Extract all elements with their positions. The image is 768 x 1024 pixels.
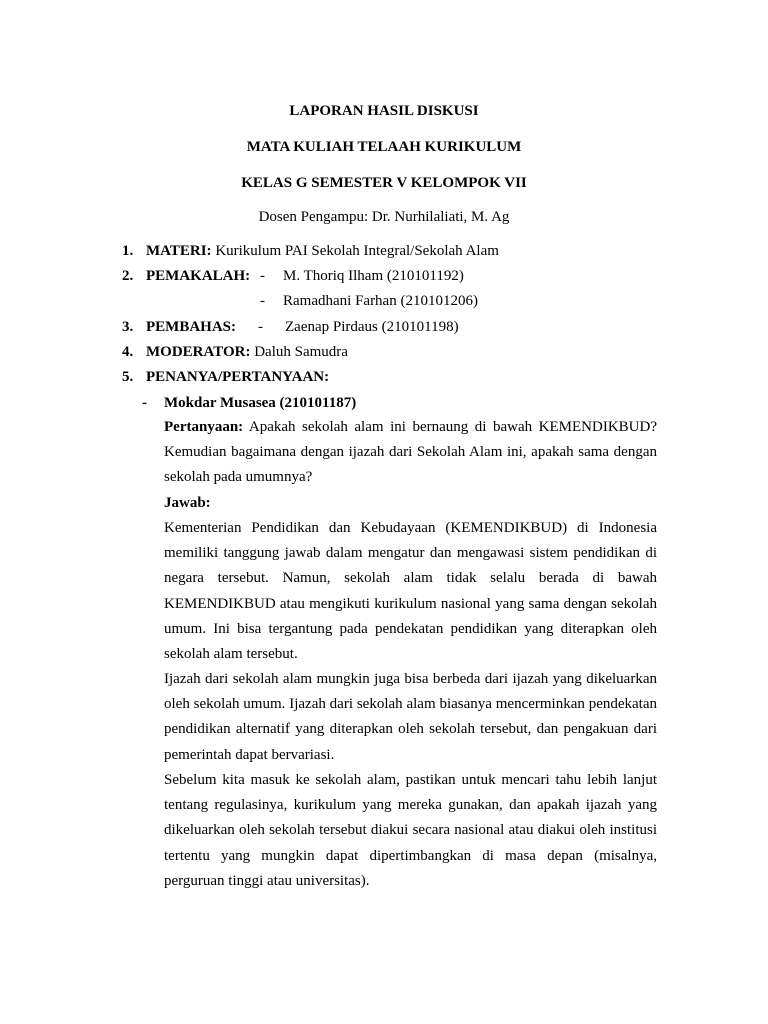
class-title: KELAS G SEMESTER V KELOMPOK VII bbox=[241, 175, 527, 191]
pemakalah-dash: - bbox=[260, 293, 265, 309]
answer-paragraph-1: Kementerian Pendidikan dan Kebudayaan (KEMENDIKBUD) di Indonesia memiliki tanggung jawab dalam mengatur dan mengawasi sistem pendidikan di negara tersebut. Namun, sekolah alam tidak selalu berada di bawah KEMENDIKBUD atau mengikuti kurikulum nasional yang sama dengan sekolah umum. Ini bisa tergantung pada pendekatan pendidikan yang diterapkan oleh sekolah alam tersebut. bbox=[164, 520, 657, 663]
question-text: Apakah sekolah alam ini bernaung di bawah KEMENDIKBUD? Kemudian bagaimana dengan ijazah dari Sekolah Alam ini, apakah sama dengan sekolah pada umumnya? bbox=[164, 419, 657, 486]
answer-label: Jawab: bbox=[164, 495, 211, 511]
moderator-line bbox=[146, 344, 348, 361]
item-number: 4. bbox=[122, 344, 134, 360]
answer-paragraph-3: Sebelum kita masuk ke sekolah alam, pastikan untuk mencari tahu lebih lanjut tentang regulasinya, kurikulum yang mereka gunakan, dan apakah ijazah yang dikeluarkan oleh sekolah tersebut diakui secara nasional atau diakui oleh institusi tertentu yang mungkin dapat dipertimbangkan di masa depan (misalnya, perguruan tinggi atau universitas). bbox=[164, 772, 657, 889]
asker-name: Mokdar Musasea (210101187) bbox=[164, 395, 357, 411]
pembahas-dash: - bbox=[258, 319, 263, 335]
item-number: 5. bbox=[122, 369, 134, 385]
item-number: 1. bbox=[122, 243, 134, 259]
pemakalah-name: M. Thoriq Ilham (210101192) bbox=[283, 268, 464, 284]
materi-line bbox=[146, 243, 499, 260]
penanya-label: PENANYA/PERTANYAAN: bbox=[146, 369, 330, 385]
materi-value: Kurikulum PAI Sekolah Integral/Sekolah Alam bbox=[211, 243, 499, 259]
item-number: 3. bbox=[122, 319, 134, 335]
course-title: MATA KULIAH TELAAH KURIKULUM bbox=[246, 139, 522, 155]
pemakalah-dash: - bbox=[260, 268, 265, 284]
question-label: Pertanyaan: bbox=[164, 419, 244, 435]
pembahas-name: Zaenap Pirdaus (210101198) bbox=[285, 319, 459, 335]
item-number: 2. bbox=[122, 268, 134, 284]
pemakalah-name: Ramadhani Farhan (210101206) bbox=[283, 293, 478, 309]
asker-dash: - bbox=[142, 395, 147, 411]
report-title: LAPORAN HASIL DISKUSI bbox=[289, 103, 479, 119]
answer-paragraph-2: Ijazah dari sekolah alam mungkin juga bisa berbeda dari ijazah yang dikeluarkan oleh sekolah umum. Ijazah dari sekolah alam biasanya mencerminkan pendekatan pendidikan alternatif yang diterapkan oleh sekolah tersebut, dan pengakuan dari pemerintah dapat bervariasi. bbox=[164, 671, 657, 763]
question-paragraph bbox=[164, 415, 657, 491]
pemakalah-label: PEMAKALAH: bbox=[146, 268, 251, 284]
pembahas-label: PEMBAHAS: bbox=[146, 319, 236, 335]
materi-label: MATERI: bbox=[146, 243, 212, 259]
moderator-label: MODERATOR: bbox=[146, 344, 251, 360]
moderator-value: Daluh Samudra bbox=[250, 344, 348, 360]
lecturer-line: Dosen Pengampu: Dr. Nurhilaliati, M. Ag bbox=[258, 209, 510, 225]
